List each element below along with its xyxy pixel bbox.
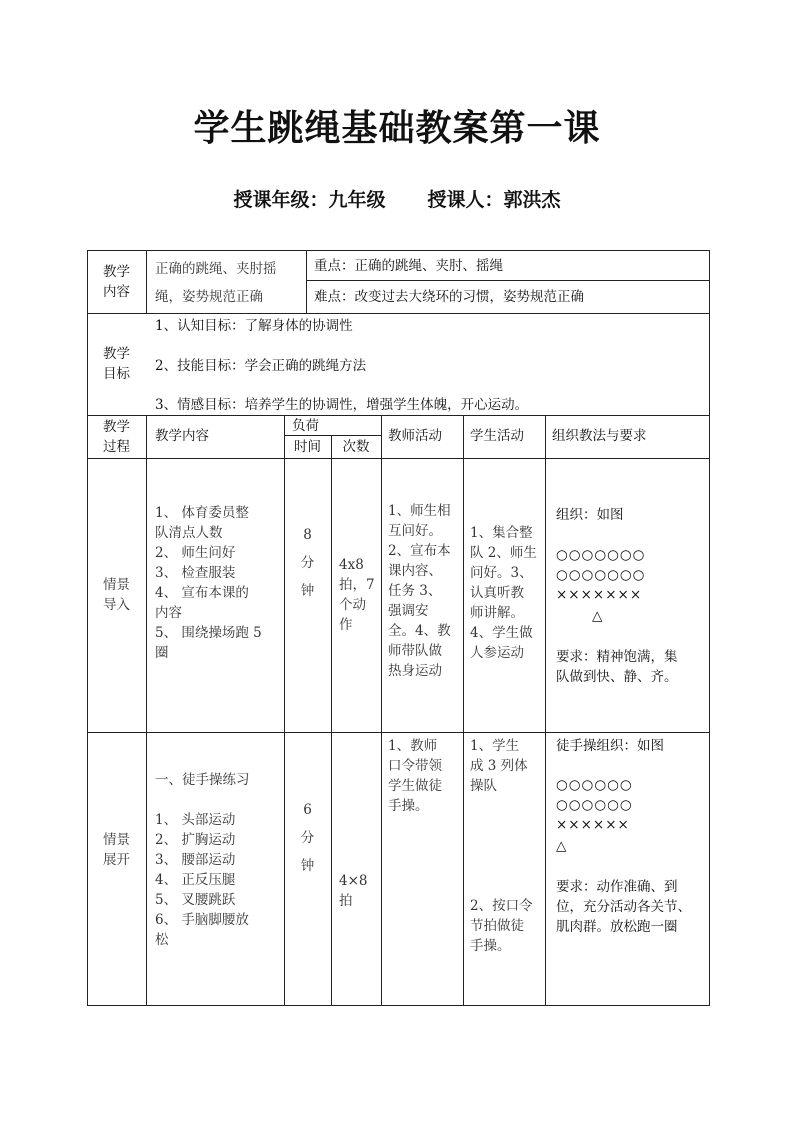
header-count: 次数 bbox=[342, 439, 370, 455]
header-teacher-activity: 教师活动 bbox=[388, 428, 442, 444]
stage-label: 情景 展开 bbox=[103, 832, 130, 868]
teacher-activity: 1、教师 口令带领 学生做徒 手操。 bbox=[388, 738, 442, 814]
formation-line: ○○○○○○○ bbox=[556, 547, 646, 563]
formation-line: ○○○○○○ bbox=[556, 777, 633, 793]
subtitle bbox=[0, 185, 794, 212]
teacher-activity: 1、师生相 互问好。 2、宣布本 课内容、 任务 3、 强调安 全。4、教 师带队做 热身运动 bbox=[388, 503, 451, 679]
stage-content-title: 一、徒手操练习 bbox=[155, 772, 250, 788]
teacher-triangle-icon: △ bbox=[556, 838, 567, 854]
page-title: 学生跳绳基础教案第一课 bbox=[193, 107, 601, 149]
stage-content: 1、 头部运动 2、 扩胸运动 3、 腰部运动 4、 正反压腿 5、 叉腰跳跃 6、 手脑脚腰放 松 bbox=[155, 812, 249, 948]
header-process: 教学 过程 bbox=[103, 418, 130, 455]
difficulty: 难点：改变过去大绕环的习惯，姿势规范正确 bbox=[314, 289, 584, 305]
goal-item: 1、认知目标：了解身体的协调性 bbox=[155, 318, 353, 334]
stage-label: 情景 导入 bbox=[103, 577, 130, 613]
header-teaching-content: 教学内容 bbox=[155, 428, 209, 444]
grade-label: 授课年级：九年级 bbox=[233, 189, 386, 211]
formation-line: ○○○○○○○ bbox=[556, 567, 646, 583]
header-student-activity: 学生活动 bbox=[470, 428, 524, 444]
organization-title: 徒手操组织：如图 bbox=[556, 738, 664, 754]
header-organization: 组织教法与要求 bbox=[552, 428, 647, 444]
teacher-triangle-icon: △ bbox=[592, 608, 603, 624]
stage-count: 4x8 拍，7 个动 作 bbox=[339, 557, 375, 633]
content-label: 教学 内容 bbox=[103, 263, 130, 300]
requirement: 要求：精神饱满，集 队做到快、静、齐。 bbox=[556, 649, 678, 685]
content-text: 正确的跳绳、夹肘摇 绳，姿势规范正确 bbox=[155, 261, 277, 305]
requirement: 要求：动作准确、到 位，充分活动各关节、 肌肉群。放松跑一圈 bbox=[556, 879, 691, 935]
formation-line: ××××××× bbox=[556, 587, 643, 603]
formation-line: ○○○○○○ bbox=[556, 797, 633, 813]
stage-content: 1、 体育委员整 队清点人数 2、 师生问好 3、 检查服装 4、 宣布本课的 内容 5、 围绕操场跑 5 圈 bbox=[155, 505, 262, 661]
organization-title: 组织：如图 bbox=[556, 507, 624, 523]
formation-line: ×××××× bbox=[556, 817, 630, 833]
header-time: 时间 bbox=[294, 439, 321, 455]
goals-label: 教学 目标 bbox=[103, 346, 130, 382]
student-activity: 1、集合整 队 2、师生 问好。3、 认真听教 师讲解。 4、学生做 人参运动 bbox=[470, 525, 537, 661]
goal-item: 3、情感目标：培养学生的协调性，增强学生体魄，开心运动。 bbox=[155, 397, 529, 413]
goal-item: 2、技能目标：学会正确的跳绳方法 bbox=[155, 358, 367, 374]
key-point: 重点：正确的跳绳、夹肘、摇绳 bbox=[314, 258, 503, 274]
header-load: 负荷 bbox=[292, 418, 319, 434]
stage-time: 6 分 钟 bbox=[300, 802, 315, 874]
stage-time: 8 分 钟 bbox=[300, 527, 315, 599]
student-activity: 2、按口令 节拍做徒 手操。 bbox=[470, 898, 533, 954]
stage-count: 4×8 拍 bbox=[339, 873, 368, 909]
student-activity: 1、学生 成 3 列体 操队 bbox=[470, 738, 528, 794]
teacher-label: 授课人：郭洪杰 bbox=[427, 189, 561, 211]
